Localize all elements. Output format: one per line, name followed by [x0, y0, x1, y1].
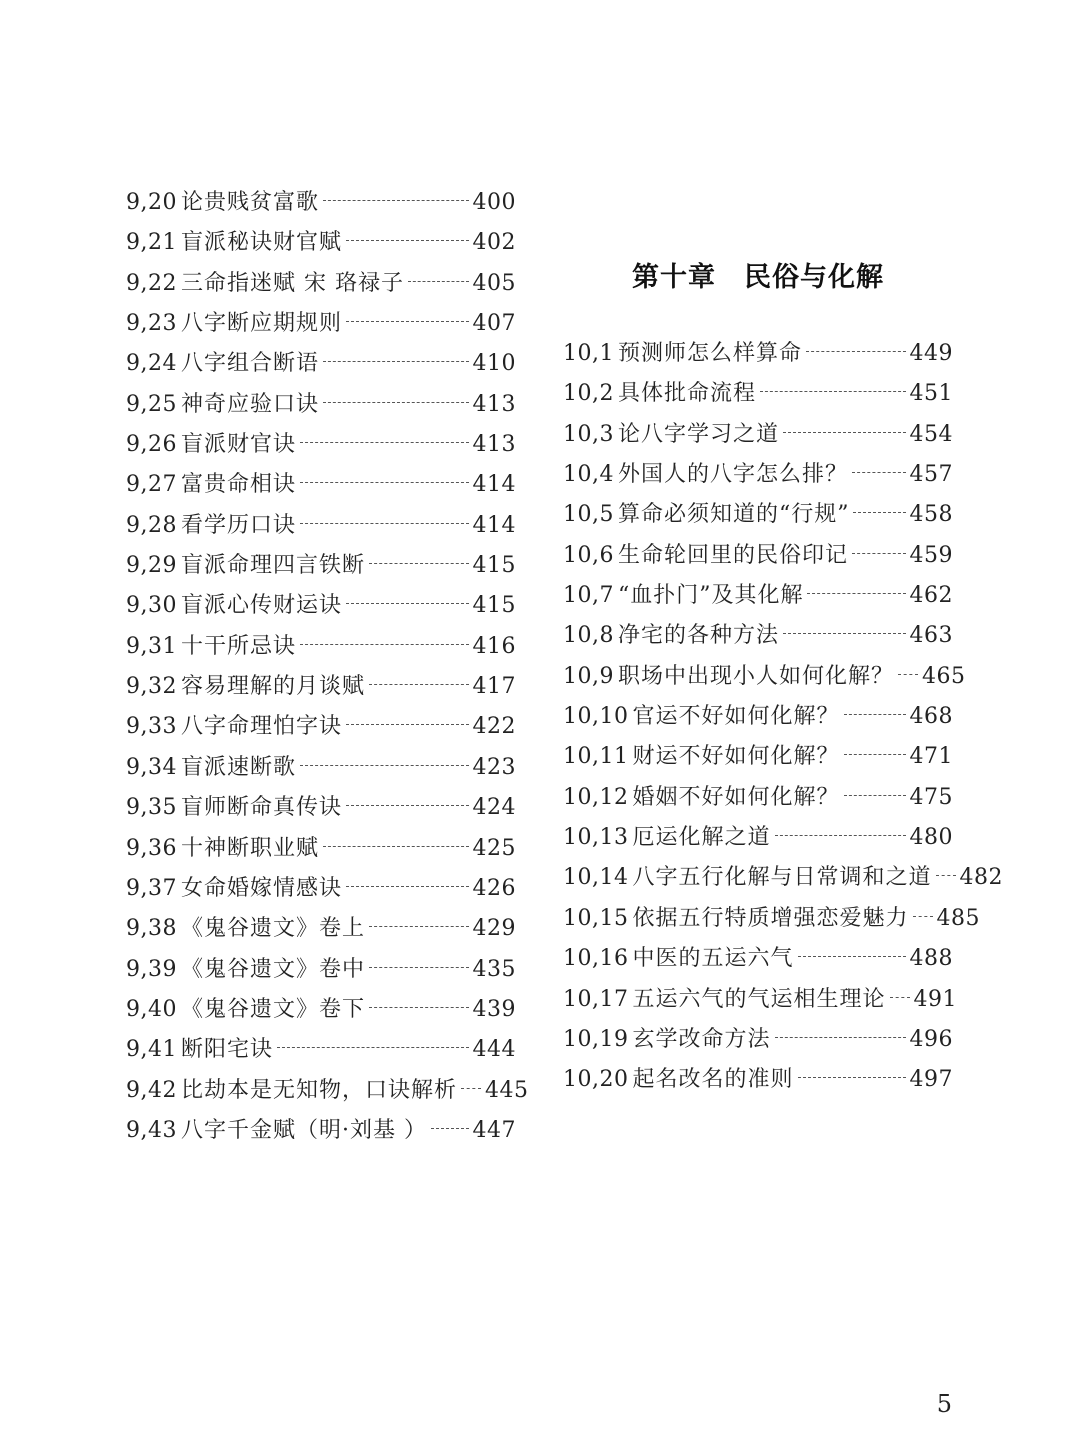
toc-entry-number: 10,12 — [563, 784, 629, 810]
toc-entry-number: 9,26 — [126, 432, 177, 458]
toc-entry — [126, 990, 516, 1030]
toc-entry-title: 八字组合断语 — [180, 351, 319, 377]
toc-entry-title: 盲派秘诀财官赋 — [180, 230, 342, 256]
toc-entry-number: 10,10 — [563, 704, 629, 730]
toc-entry-page: 454 — [909, 421, 953, 447]
toc-entry-number: 10,17 — [563, 986, 629, 1012]
toc-entry — [563, 980, 957, 1020]
toc-entry-page: 417 — [472, 674, 516, 700]
toc-entry-title: 玄学改命方法 — [632, 1026, 771, 1052]
toc-dash-leader — [783, 633, 906, 634]
toc-entry-number: 9,32 — [126, 674, 177, 700]
toc-entry-page: 414 — [472, 512, 516, 538]
toc-entry-number: 10,6 — [563, 542, 614, 568]
toc-entry-title: 论贵贱贫富歌 — [180, 190, 319, 215]
toc-entry — [126, 707, 516, 747]
toc-entry-number: 9,38 — [126, 916, 177, 942]
toc-entry-page: 402 — [472, 230, 516, 256]
toc-entry-page: 471 — [909, 744, 953, 770]
toc-entry — [126, 667, 516, 707]
toc-entry — [126, 909, 516, 949]
toc-entry — [126, 788, 516, 828]
toc-entry-number: 9,28 — [126, 512, 177, 538]
toc-entry-page: 414 — [472, 472, 516, 498]
toc-entry-number: 9,25 — [126, 391, 177, 417]
toc-entry — [126, 546, 516, 586]
toc-entry-page: 445 — [485, 1077, 529, 1103]
toc-entry — [126, 304, 516, 344]
toc-entry-number: 10,9 — [563, 663, 614, 689]
toc-entry-page: 463 — [909, 623, 953, 649]
toc-dash-leader — [369, 563, 469, 564]
toc-entry — [126, 748, 516, 788]
toc-entry-title: 生命轮回里的民俗印记 — [617, 542, 848, 568]
toc-entry — [126, 1030, 516, 1070]
toc-entry-page: 459 — [909, 542, 953, 568]
toc-dash-leader — [346, 886, 469, 887]
toc-entry-number: 9,22 — [126, 270, 177, 296]
toc-entry-title: “血扑门”及其化解 — [617, 583, 804, 609]
toc-entry-title: 五运六气的气运相生理论 — [632, 986, 886, 1012]
toc-entry-title: 断阳宅诀 — [180, 1037, 273, 1063]
toc-entry-number: 9,29 — [126, 553, 177, 579]
toc-dash-leader — [853, 512, 905, 513]
toc-dash-leader — [913, 916, 933, 917]
toc-dash-leader — [807, 593, 905, 594]
toc-entry-page: 462 — [909, 583, 953, 609]
page-number: 5 — [936, 1390, 952, 1418]
toc-entry-number: 9,30 — [126, 593, 177, 619]
toc-entry — [563, 1060, 953, 1100]
toc-entry-title: 盲派财官诀 — [180, 432, 296, 458]
toc-dash-leader — [798, 956, 906, 957]
toc-entry — [563, 778, 953, 818]
toc-dash-leader — [408, 281, 469, 282]
toc-entry-page: 447 — [472, 1117, 516, 1143]
toc-dash-leader — [300, 442, 469, 443]
toc-entry-page: 480 — [909, 825, 953, 851]
toc-entry-number: 9,35 — [126, 795, 177, 821]
toc-entry-number: 9,24 — [126, 351, 177, 377]
toc-entry-title: 外国人的八字怎么排？ — [617, 462, 848, 488]
toc-entry-page: 400 — [472, 190, 516, 215]
toc-entry — [126, 385, 516, 425]
toc-entry-title: 《鬼谷遗文》卷上 — [180, 916, 365, 942]
toc-entry-title: 具体批命流程 — [617, 381, 756, 407]
chapter-title: 第十章 民俗与化解 — [632, 262, 884, 293]
toc-dash-leader — [323, 846, 469, 847]
toc-dash-leader — [369, 967, 469, 968]
toc-entry — [126, 1071, 529, 1111]
toc-entry-page: 439 — [472, 996, 516, 1022]
toc-entry-title: 净宅的各种方法 — [617, 623, 779, 649]
toc-entry — [126, 223, 516, 263]
toc-entry-number: 9,43 — [126, 1117, 177, 1143]
toc-dash-leader — [936, 875, 956, 876]
toc-dash-leader — [798, 1077, 906, 1078]
toc-entry-title: 八字断应期规则 — [180, 311, 342, 337]
toc-entry — [563, 536, 953, 576]
toc-entry-title: 富贵命相诀 — [180, 472, 296, 498]
toc-dash-leader — [844, 795, 906, 796]
toc-entry-page: 497 — [909, 1067, 953, 1093]
toc-dash-leader — [346, 805, 469, 806]
toc-entry-title: 容易理解的月谈赋 — [180, 674, 365, 700]
toc-entry-page: 407 — [472, 311, 516, 337]
toc-entry-number: 9,21 — [126, 230, 177, 256]
toc-entry-number: 10,14 — [563, 865, 629, 891]
toc-entry — [563, 899, 980, 939]
toc-entry-page: 444 — [472, 1037, 516, 1063]
toc-dash-leader — [783, 432, 906, 433]
toc-dash-leader — [760, 391, 906, 392]
toc-entry-title: 十干所忌诀 — [180, 633, 296, 659]
toc-entry-title: 盲师断命真传诀 — [180, 795, 342, 821]
toc-entry — [563, 1020, 953, 1060]
toc-entry-page: 424 — [472, 795, 516, 821]
toc-entry-page: 451 — [909, 381, 953, 407]
toc-entry-page: 415 — [472, 553, 516, 579]
toc-entry — [126, 506, 516, 546]
toc-dash-leader — [898, 674, 918, 675]
toc-dash-leader — [775, 1037, 906, 1038]
toc-dash-leader — [844, 714, 906, 715]
toc-entry-title: 论八字学习之道 — [617, 421, 779, 447]
toc-entry — [563, 374, 953, 414]
toc-dash-leader — [844, 754, 906, 755]
toc-entry-title: 盲派速断歌 — [180, 754, 296, 780]
toc-dash-leader — [300, 765, 469, 766]
toc-entry — [563, 939, 953, 979]
toc-dash-leader — [300, 523, 469, 524]
toc-entry — [126, 950, 516, 990]
toc-entry-page: 488 — [909, 946, 953, 972]
toc-entry-page: 475 — [909, 784, 953, 810]
toc-entry-page: 435 — [472, 956, 516, 982]
toc-entry-number: 10,5 — [563, 502, 614, 528]
toc-entry-number: 10,2 — [563, 381, 614, 407]
toc-dash-leader — [369, 684, 469, 685]
toc-entry-title: 婚姻不好如何化解？ — [632, 784, 840, 810]
toc-entry-page: 468 — [909, 704, 953, 730]
toc-entry-number: 10,20 — [563, 1067, 629, 1093]
toc-entry-page: 465 — [922, 663, 966, 689]
toc-entry-number: 10,13 — [563, 825, 629, 851]
toc-entry — [563, 334, 953, 374]
toc-entry-page: 413 — [472, 432, 516, 458]
toc-entry-page: 413 — [472, 391, 516, 417]
toc-entry-title: 三命指迷赋 宋 珞禄子 — [180, 270, 404, 296]
toc-left-column — [126, 183, 529, 1151]
toc-entry — [563, 818, 953, 858]
toc-entry-number: 9,31 — [126, 633, 177, 659]
toc-entry-number: 9,39 — [126, 956, 177, 982]
toc-entry — [563, 415, 953, 455]
toc-entry-title: 盲派心传财运诀 — [180, 593, 342, 619]
toc-entry-page: 426 — [472, 875, 516, 901]
toc-entry-page: 449 — [909, 341, 953, 366]
toc-entry-page: 491 — [913, 986, 957, 1012]
toc-entry-number: 9,41 — [126, 1037, 177, 1063]
toc-entry-title: 厄运化解之道 — [632, 825, 771, 851]
toc-entry-number: 10,4 — [563, 462, 614, 488]
toc-entry-title: 依据五行特质增强恋爱魅力 — [632, 905, 909, 931]
toc-entry-title: 起名改名的准则 — [632, 1067, 794, 1093]
toc-entry-page: 429 — [472, 916, 516, 942]
toc-entry — [126, 465, 516, 505]
toc-dash-leader — [300, 644, 469, 645]
toc-entry-page: 416 — [472, 633, 516, 659]
toc-entry — [563, 495, 953, 535]
toc-dash-leader — [346, 724, 469, 725]
toc-entry-page: 422 — [472, 714, 516, 740]
toc-dash-leader — [852, 472, 906, 473]
toc-entry — [126, 829, 516, 869]
toc-dash-leader — [431, 1128, 469, 1129]
toc-entry — [563, 737, 953, 777]
toc-entry-number: 10,7 — [563, 583, 614, 609]
toc-entry-title: 算命必须知道的“行规” — [617, 502, 850, 528]
toc-entry-title: 《鬼谷遗文》卷下 — [180, 996, 365, 1022]
toc-entry-number: 9,42 — [126, 1077, 177, 1103]
toc-entry — [126, 627, 516, 667]
toc-right-column — [563, 334, 1003, 1101]
toc-dash-leader — [461, 1088, 481, 1089]
toc-entry — [126, 344, 516, 384]
toc-entry-number: 9,23 — [126, 311, 177, 337]
toc-entry-page: 423 — [472, 754, 516, 780]
toc-entry-title: 盲派命理四言铁断 — [180, 553, 365, 579]
toc-entry-title: 看学历口诀 — [180, 512, 296, 538]
toc-entry-title: 中医的五运六气 — [632, 946, 794, 972]
toc-dash-leader — [323, 200, 469, 201]
toc-entry-page: 482 — [959, 865, 1003, 891]
toc-entry — [563, 455, 953, 495]
toc-entry — [126, 264, 516, 304]
toc-entry-title: 预测师怎么样算命 — [617, 341, 802, 366]
toc-entry — [126, 1111, 516, 1151]
toc-entry-number: 10,11 — [563, 744, 629, 770]
toc-entry-title: 财运不好如何化解？ — [632, 744, 840, 770]
toc-entry-number: 9,20 — [126, 190, 177, 215]
toc-entry-number: 10,15 — [563, 905, 629, 931]
toc-entry-number: 9,27 — [126, 472, 177, 498]
toc-entry-number: 10,19 — [563, 1026, 629, 1052]
toc-entry-page: 496 — [909, 1026, 953, 1052]
toc-entry-number: 10,8 — [563, 623, 614, 649]
toc-dash-leader — [323, 402, 469, 403]
toc-dash-leader — [890, 997, 910, 998]
toc-entry-title: 八字命理怕字诀 — [180, 714, 342, 740]
toc-dash-leader — [806, 351, 906, 352]
toc-entry-page: 425 — [472, 835, 516, 861]
toc-entry — [563, 697, 953, 737]
toc-entry — [563, 576, 953, 616]
toc-dash-leader — [277, 1047, 469, 1048]
toc-dash-leader — [852, 553, 906, 554]
toc-entry-title: 女命婚嫁情感诀 — [180, 875, 342, 901]
toc-entry-page: 415 — [472, 593, 516, 619]
toc-dash-leader — [775, 835, 906, 836]
toc-entry-number: 10,3 — [563, 421, 614, 447]
toc-dash-leader — [369, 926, 469, 927]
toc-entry-number: 10,1 — [563, 341, 614, 366]
toc-entry-title: 比劫本是无知物，口诀解析 — [180, 1077, 457, 1103]
toc-entry — [563, 858, 1003, 898]
toc-entry — [563, 657, 966, 697]
toc-entry-page: 405 — [472, 270, 516, 296]
toc-entry — [563, 616, 953, 656]
toc-entry-number: 9,36 — [126, 835, 177, 861]
toc-dash-leader — [346, 321, 469, 322]
toc-entry-title: 八字千金赋（明·刘基 ） — [180, 1117, 427, 1143]
toc-entry — [126, 869, 516, 909]
toc-dash-leader — [346, 240, 469, 241]
toc-entry-number: 9,40 — [126, 996, 177, 1022]
toc-entry-title: 官运不好如何化解？ — [632, 704, 840, 730]
toc-entry — [126, 183, 516, 223]
toc-entry-page: 485 — [936, 905, 980, 931]
toc-entry-page: 410 — [472, 351, 516, 377]
toc-entry-number: 9,33 — [126, 714, 177, 740]
toc-entry-title: 十神断职业赋 — [180, 835, 319, 861]
toc-entry-number: 10,16 — [563, 946, 629, 972]
toc-entry-number: 9,37 — [126, 875, 177, 901]
toc-dash-leader — [300, 482, 469, 483]
toc-dash-leader — [346, 603, 469, 604]
toc-entry-number: 9,34 — [126, 754, 177, 780]
toc-entry-title: 《鬼谷遗文》卷中 — [180, 956, 365, 982]
toc-dash-leader — [323, 361, 469, 362]
toc-entry — [126, 425, 516, 465]
toc-entry-title: 神奇应验口诀 — [180, 391, 319, 417]
toc-entry — [126, 586, 516, 626]
toc-dash-leader — [369, 1007, 469, 1008]
toc-entry-title: 职场中出现小人如何化解？ — [617, 663, 894, 689]
toc-entry-page: 458 — [909, 502, 953, 528]
toc-entry-page: 457 — [909, 462, 953, 488]
toc-entry-title: 八字五行化解与日常调和之道 — [632, 865, 932, 891]
